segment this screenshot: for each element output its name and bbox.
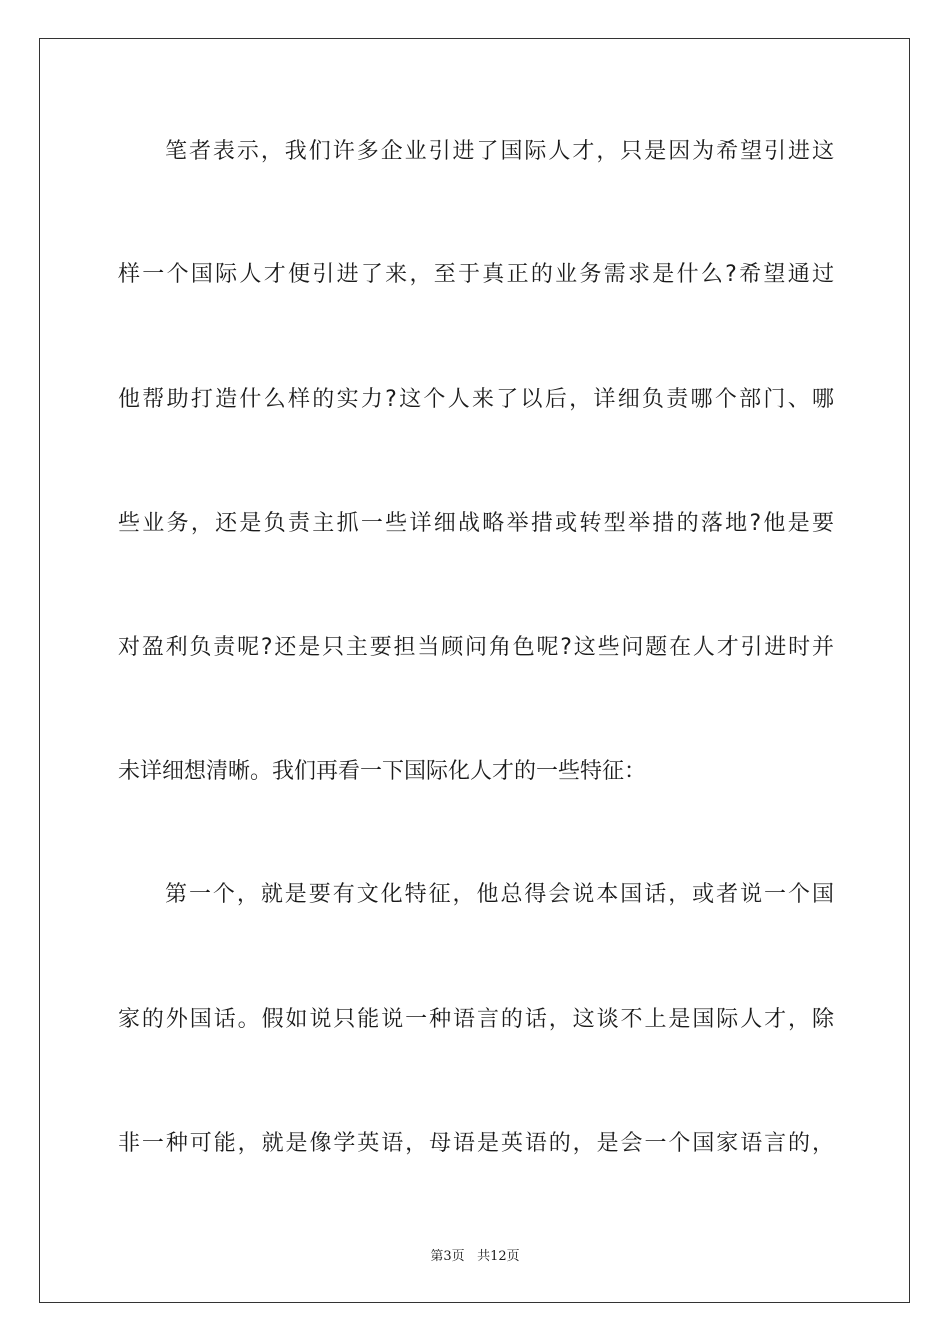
page-number: 第3页 <box>430 1249 465 1264</box>
paragraph-2-line-2: 家的外国话。假如说只能说一种语言的话，这谈不上是国际人才，除 <box>118 1007 834 1032</box>
page-footer <box>0 1248 950 1266</box>
paragraph-2-line-3: 非一种可能，就是像学英语，母语是英语的，是会一个国家语言的， <box>118 1131 834 1156</box>
paragraph-1-line-4: 些业务，还是负责主抓一些详细战略举措或转型举措的落地?他是要 <box>118 511 834 536</box>
paragraph-1-line-1: 笔者表示，我们许多企业引进了国际人才，只是因为希望引进这 <box>165 139 834 164</box>
paragraph-2-line-1: 第一个，就是要有文化特征，他总得会说本国话，或者说一个国 <box>165 882 834 907</box>
paragraph-1-line-3: 他帮助打造什么样的实力?这个人来了以后，详细负责哪个部门、哪 <box>118 387 834 412</box>
paragraph-1-line-5: 对盈利负责呢?还是只主要担当顾问角色呢?这些问题在人才引进时并 <box>118 635 834 660</box>
paragraph-1-line-2: 样一个国际人才便引进了来，至于真正的业务需求是什么?希望通过 <box>118 262 834 287</box>
page-border <box>39 38 910 1303</box>
paragraph-1-line-6: 未详细想清晰。我们再看一下国际化人才的一些特征： <box>118 759 647 784</box>
page-total: 共12页 <box>477 1249 520 1264</box>
